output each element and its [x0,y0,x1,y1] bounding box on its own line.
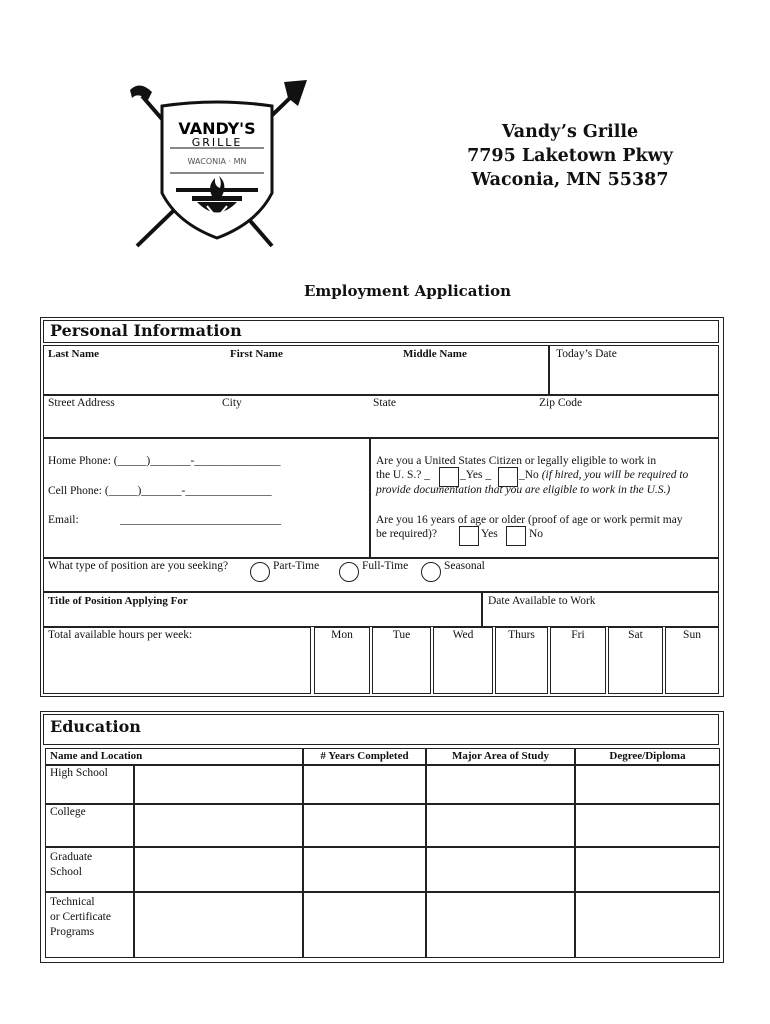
edu-header-years: # Years Completed [320,750,409,762]
citizen-note: (if hired, you will be required to [541,469,689,481]
full-time-radio[interactable] [339,562,359,582]
day-label-fri: Fri [571,629,585,641]
edu-row-graduate: Graduate School [50,851,93,878]
citizen-no-text: No [524,469,539,481]
full-time-label: Full-Time [362,560,409,572]
last-name-label: Last Name [48,348,100,360]
edu-technical-years-field[interactable] [303,892,426,958]
seasonal-label: Seasonal [444,560,485,572]
address-city: Waconia, MN 55387 [471,170,669,190]
education-header: Education [43,714,719,745]
edu-college-name-field[interactable] [134,804,303,847]
logo-text-location: WACONIA · MN [187,157,247,166]
email-field[interactable]: ____________________________ [120,514,281,526]
logo-text-grille: GRILLE [191,136,243,149]
personal-info-header: Personal Information [43,320,719,343]
zip-label: Zip Code [539,397,583,409]
citizen-yes-text: Yes [465,469,483,481]
edu-header-name: Name and Location [50,750,143,762]
day-label-mon: Mon [331,629,353,641]
citizen-yes-label: _Yes _ [460,469,492,481]
middle-name-label: Middle Name [403,348,467,360]
age-no-label: No [529,528,544,540]
first-name-label: First Name [230,348,283,360]
age-question-2: be required)? [376,528,437,540]
state-label: State [373,397,396,409]
position-title-label: Title of Position Applying For [48,595,188,607]
citizen-question-2: the U. S.? _ [376,469,430,481]
edu-header-degree: Degree/Diploma [609,750,686,762]
edu-college-years-field[interactable] [303,804,426,847]
age-no-checkbox[interactable] [506,526,526,546]
form-title: Employment Application [303,282,512,300]
edu-row-highschool: High School [50,767,108,779]
edu-technical-major-field[interactable] [426,892,575,958]
age-yes-checkbox[interactable] [459,526,479,546]
age-question: Are you 16 years of age or older (proof of age or work permit may [376,514,683,526]
edu-highschool-years-field[interactable] [303,765,426,804]
citizen-no-label: _No (if hired, you will be required to [519,469,689,481]
edu-graduate-major-field[interactable] [426,847,575,892]
part-time-label: Part-Time [273,560,320,572]
day-label-tue: Tue [392,629,411,641]
city-label: City [222,397,242,409]
edu-row-technical: Technical or Certificate Programs [50,896,111,938]
edu-row-college: College [50,806,86,818]
seasonal-radio[interactable] [421,562,441,582]
date-available-label: Date Available to Work [488,595,596,607]
part-time-radio[interactable] [250,562,270,582]
hours-label: Total available hours per week: [48,629,193,641]
restaurant-address [440,120,700,192]
address-street: 7795 Laketown Pkwy [467,146,673,166]
edu-graduate-years-field[interactable] [303,847,426,892]
restaurant-logo [122,78,312,253]
day-label-sat: Sat [628,629,643,641]
logo-text-name: VANDY'S [178,119,256,138]
age-yes-label: Yes [481,528,498,540]
cell-phone-field[interactable]: Cell Phone: (_____)_______-_______________ [48,485,272,497]
edu-college-degree-field[interactable] [575,804,720,847]
position-type-question: What type of position are you seeking? [48,560,229,572]
edu-graduate-name-field[interactable] [134,847,303,892]
edu-technical-degree-field[interactable] [575,892,720,958]
edu-graduate-degree-field[interactable] [575,847,720,892]
edu-college-major-field[interactable] [426,804,575,847]
day-label-sun: Sun [683,629,701,641]
edu-highschool-degree-field[interactable] [575,765,720,804]
edu-highschool-name-field[interactable] [134,765,303,804]
edu-header-major: Major Area of Study [451,750,550,762]
home-phone-field[interactable]: Home Phone: (_____)_______-_______________ [48,455,281,467]
day-label-wed: Wed [452,629,474,641]
edu-highschool-major-field[interactable] [426,765,575,804]
citizen-note-2: provide documentation that you are eligible to work in the U.S.) [376,484,671,496]
day-label-thurs: Thurs [508,629,535,641]
email-label: Email: [48,514,79,526]
name-cell [43,345,549,395]
restaurant-name: Vandy’s Grille [501,122,639,142]
todays-date-label: Today’s Date [556,348,617,360]
street-label: Street Address [48,397,115,409]
edu-technical-name-field[interactable] [134,892,303,958]
citizen-question: Are you a United States Citizen or legally eligible to work in [376,455,657,467]
